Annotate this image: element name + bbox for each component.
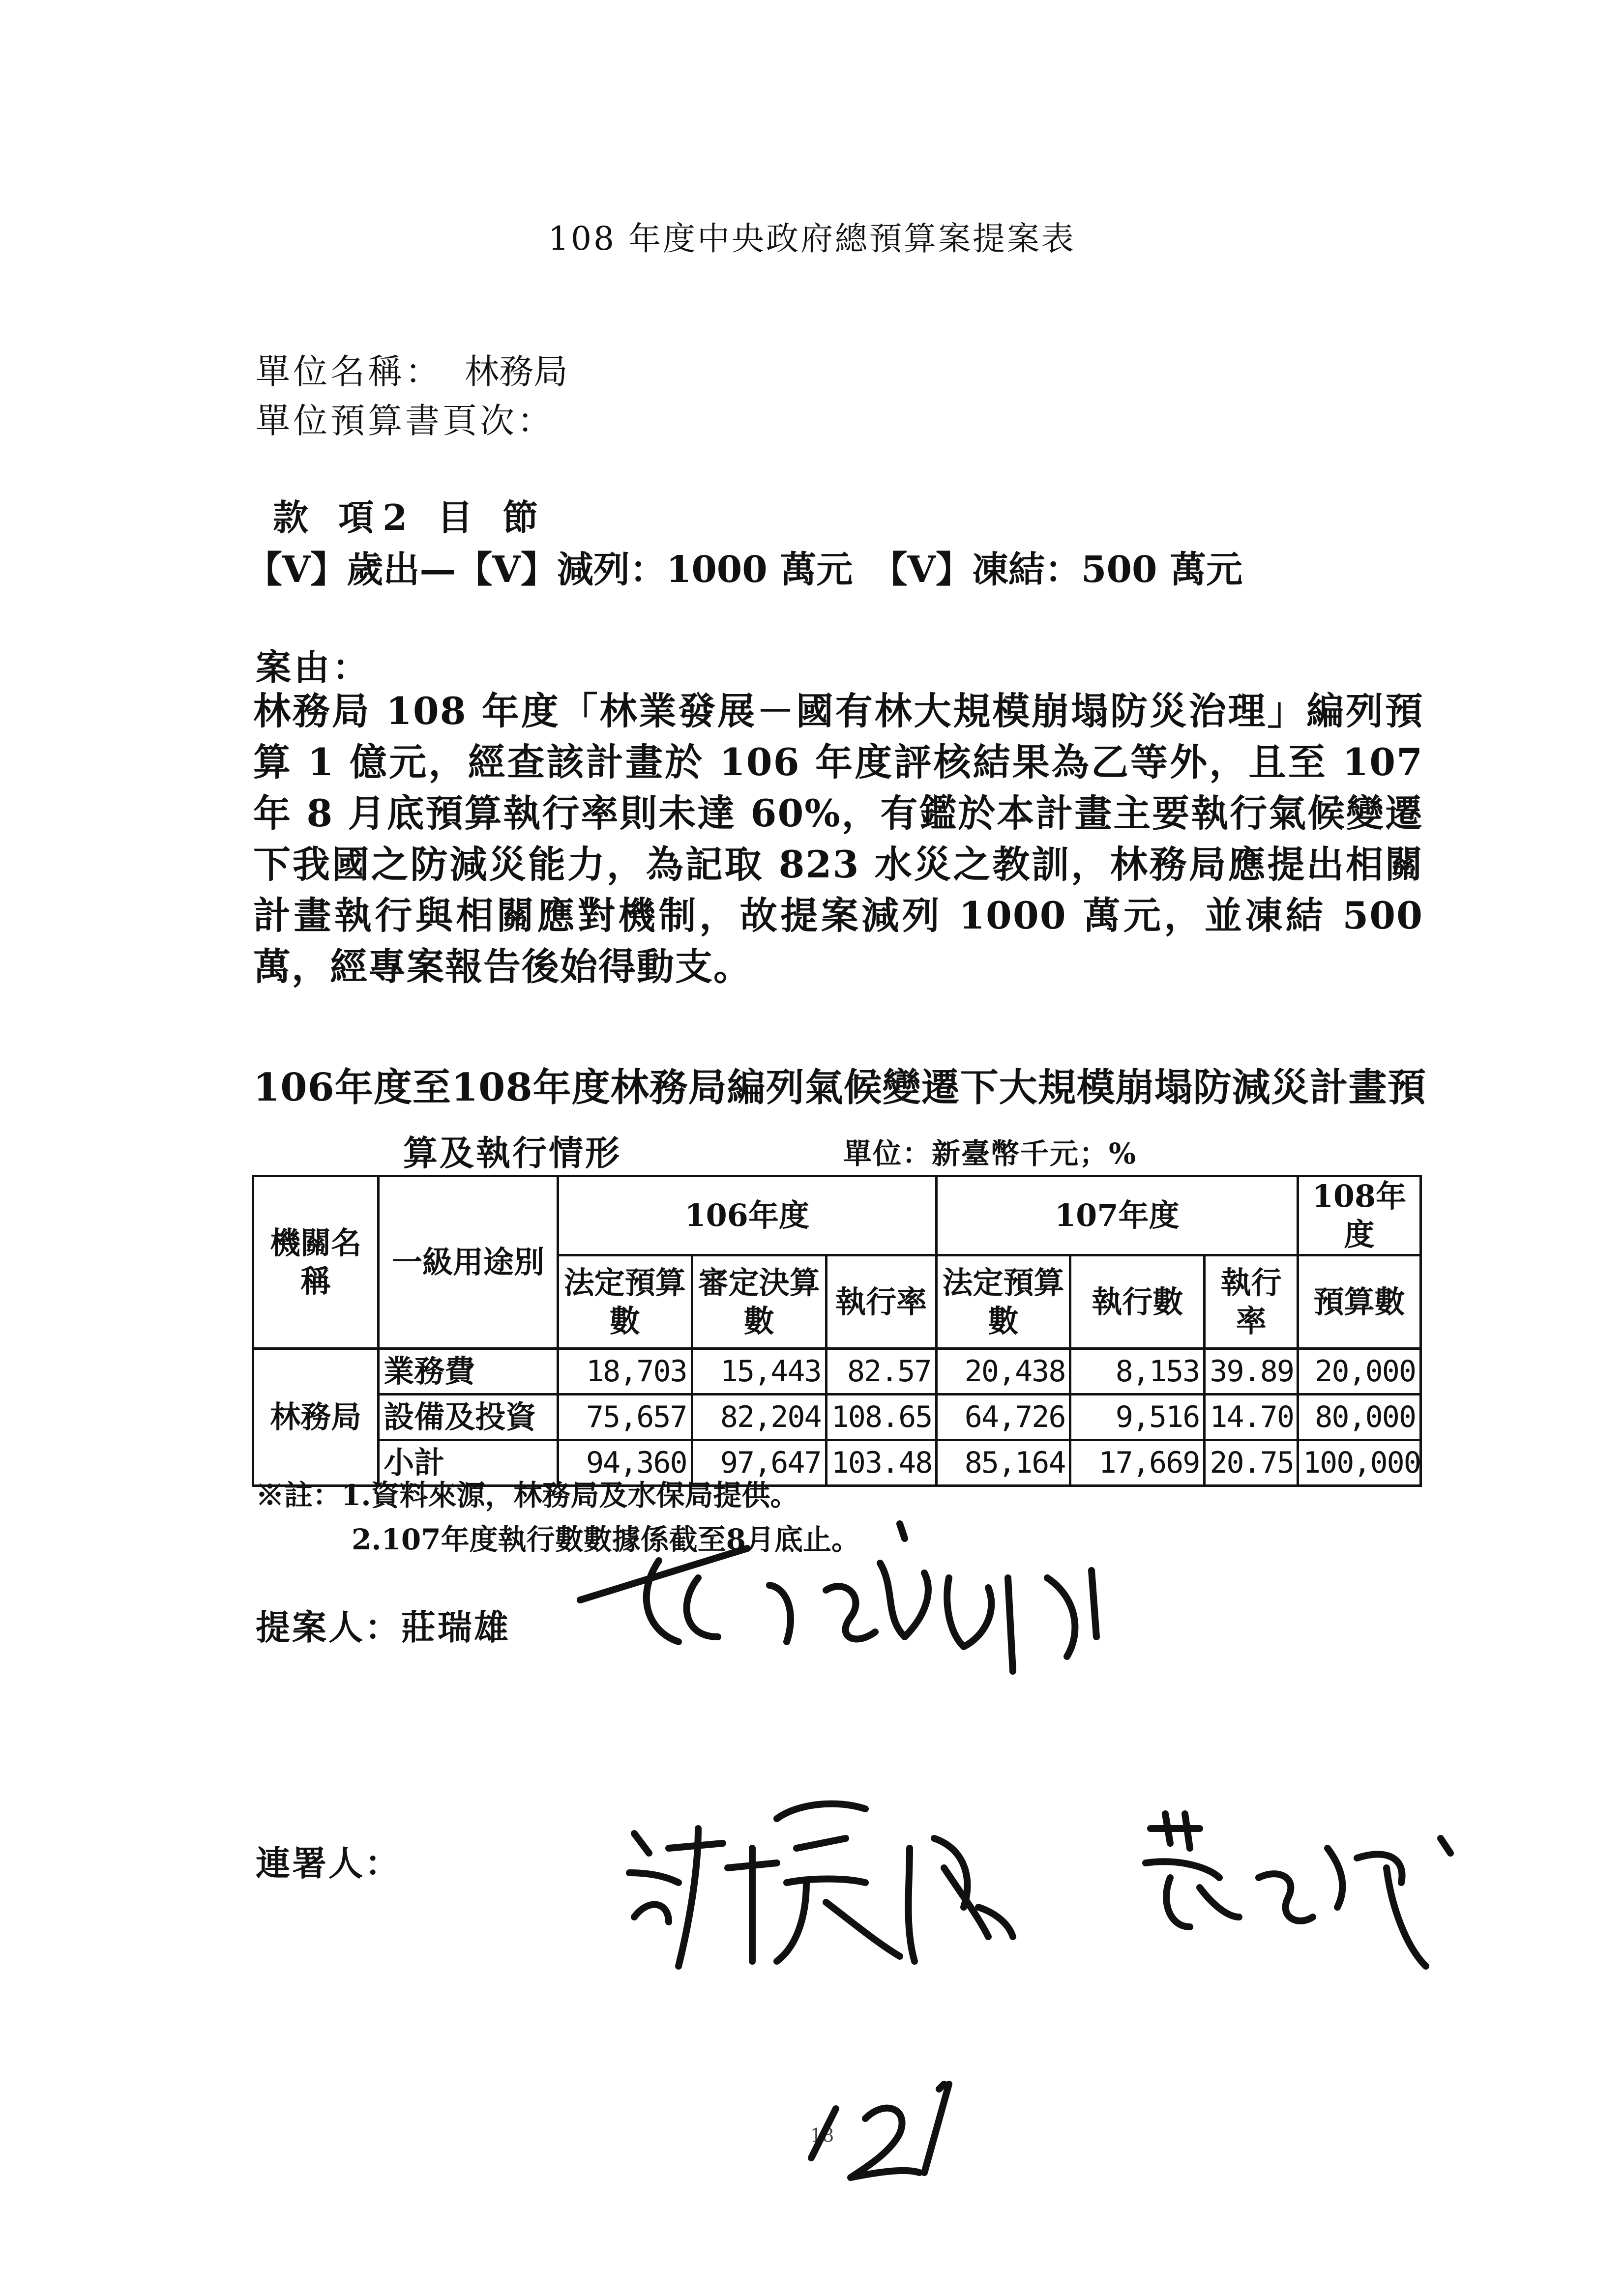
rate-106-cell: 108.65 [826,1395,936,1440]
header-legal-budget-106: 法定預算數 [558,1255,692,1349]
header-exec-amount-107: 執行數 [1070,1255,1205,1349]
agency-cell: 林務局 [253,1349,379,1486]
rate-107-cell: 20.75 [1205,1440,1298,1486]
legal-107-cell: 20,438 [936,1349,1070,1395]
budget-108-cell: 20,000 [1298,1349,1420,1395]
category-cell: 業務費 [379,1349,558,1395]
header-year-106: 106年度 [558,1176,936,1255]
legal-106-cell: 18,703 [558,1349,692,1395]
header-agency: 機關名稱 [253,1176,379,1349]
footnote-1: ※註：1.資料來源，林務局及水保局提供。 [256,1479,799,1512]
cosigner-signature-2 [1146,1814,1450,1966]
table-row [253,1349,1421,1395]
budget-108-cell: 100,000 [1298,1440,1420,1486]
legal-106-cell: 94,360 [558,1440,692,1486]
proposer-label: 提案人：莊瑞雄 [256,1607,510,1648]
budget-flags: 【V】歲出—【V】減列：1000 萬元 【V】凍結：500 萬元 [246,549,1243,591]
footnote-2: 2.107年度執行數數據係截至8月底止。 [352,1523,860,1556]
cosigner-label: 連署人： [256,1843,401,1884]
header-exec-rate-106: 執行率 [826,1255,936,1349]
header-audited-final-106: 審定決算數 [692,1255,826,1349]
rate-107-cell: 39.89 [1205,1349,1298,1395]
table-title-line1: 106年度至108年度林務局編列氣候變遷下大規模崩塌防減災計畫預 [253,1065,1426,1110]
legal-107-cell: 85,164 [936,1440,1070,1486]
cosigner-signature-1 [629,1804,1013,1966]
final-106-cell: 15,443 [692,1349,826,1395]
reason-text: 林務局 108 年度「林業發展－國有林大規模崩塌防災治理」編列預算 1 億元，經查該計畫於 106 年度評核結果為乙等外，且至 107 年 8 月底預算執行率則未達 60%，有鑑於本計畫主要執行氣候變遷下我國之防減災能力，為記取 823 水災之教訓，林務局應提出相關計畫執行與相關應對機制，故提案減列 1000 萬元，並凍結 500 萬，經專案報告後始得動支。 [253,689,1423,988]
header-budget-108: 預算數 [1298,1255,1420,1349]
header-legal-budget-107: 法定預算數 [936,1255,1070,1349]
rate-107-cell: 14.70 [1205,1395,1298,1440]
document-title: 108 年度中央政府總預算案提案表 [548,220,1076,258]
final-106-cell: 97,647 [692,1440,826,1486]
budget-108-cell: 80,000 [1298,1395,1420,1440]
header-year-107: 107年度 [936,1176,1298,1255]
budget-page-label: 單位預算書頁次： [256,401,555,441]
table-row [253,1395,1421,1440]
header-exec-rate-107: 執行率 [1205,1255,1298,1349]
header-category: 一級用途別 [379,1176,558,1349]
page-number: 18 [810,2124,834,2146]
category-cell: 設備及投資 [379,1395,558,1440]
exec-107-cell: 17,669 [1070,1440,1205,1486]
category-cell: 小計 [379,1440,558,1486]
unit-name-value: 林務局 [465,351,568,392]
table-title-line2: 算及執行情形 [403,1133,621,1173]
reason-heading: 案由： [256,646,371,688]
section-line: 款 項2 目 節 [273,496,547,538]
rate-106-cell: 103.48 [826,1440,936,1486]
unit-name-label: 單位名稱： [256,351,443,392]
legal-107-cell: 64,726 [936,1395,1070,1440]
exec-107-cell: 9,516 [1070,1395,1205,1440]
rate-106-cell: 82.57 [826,1349,936,1395]
final-106-cell: 82,204 [692,1395,826,1440]
legal-106-cell: 75,657 [558,1395,692,1440]
exec-107-cell: 8,153 [1070,1349,1205,1395]
budget-table [252,1175,1422,1487]
header-year-108: 108年度 [1298,1176,1420,1255]
table-unit: 單位：新臺幣千元；% [843,1137,1137,1170]
